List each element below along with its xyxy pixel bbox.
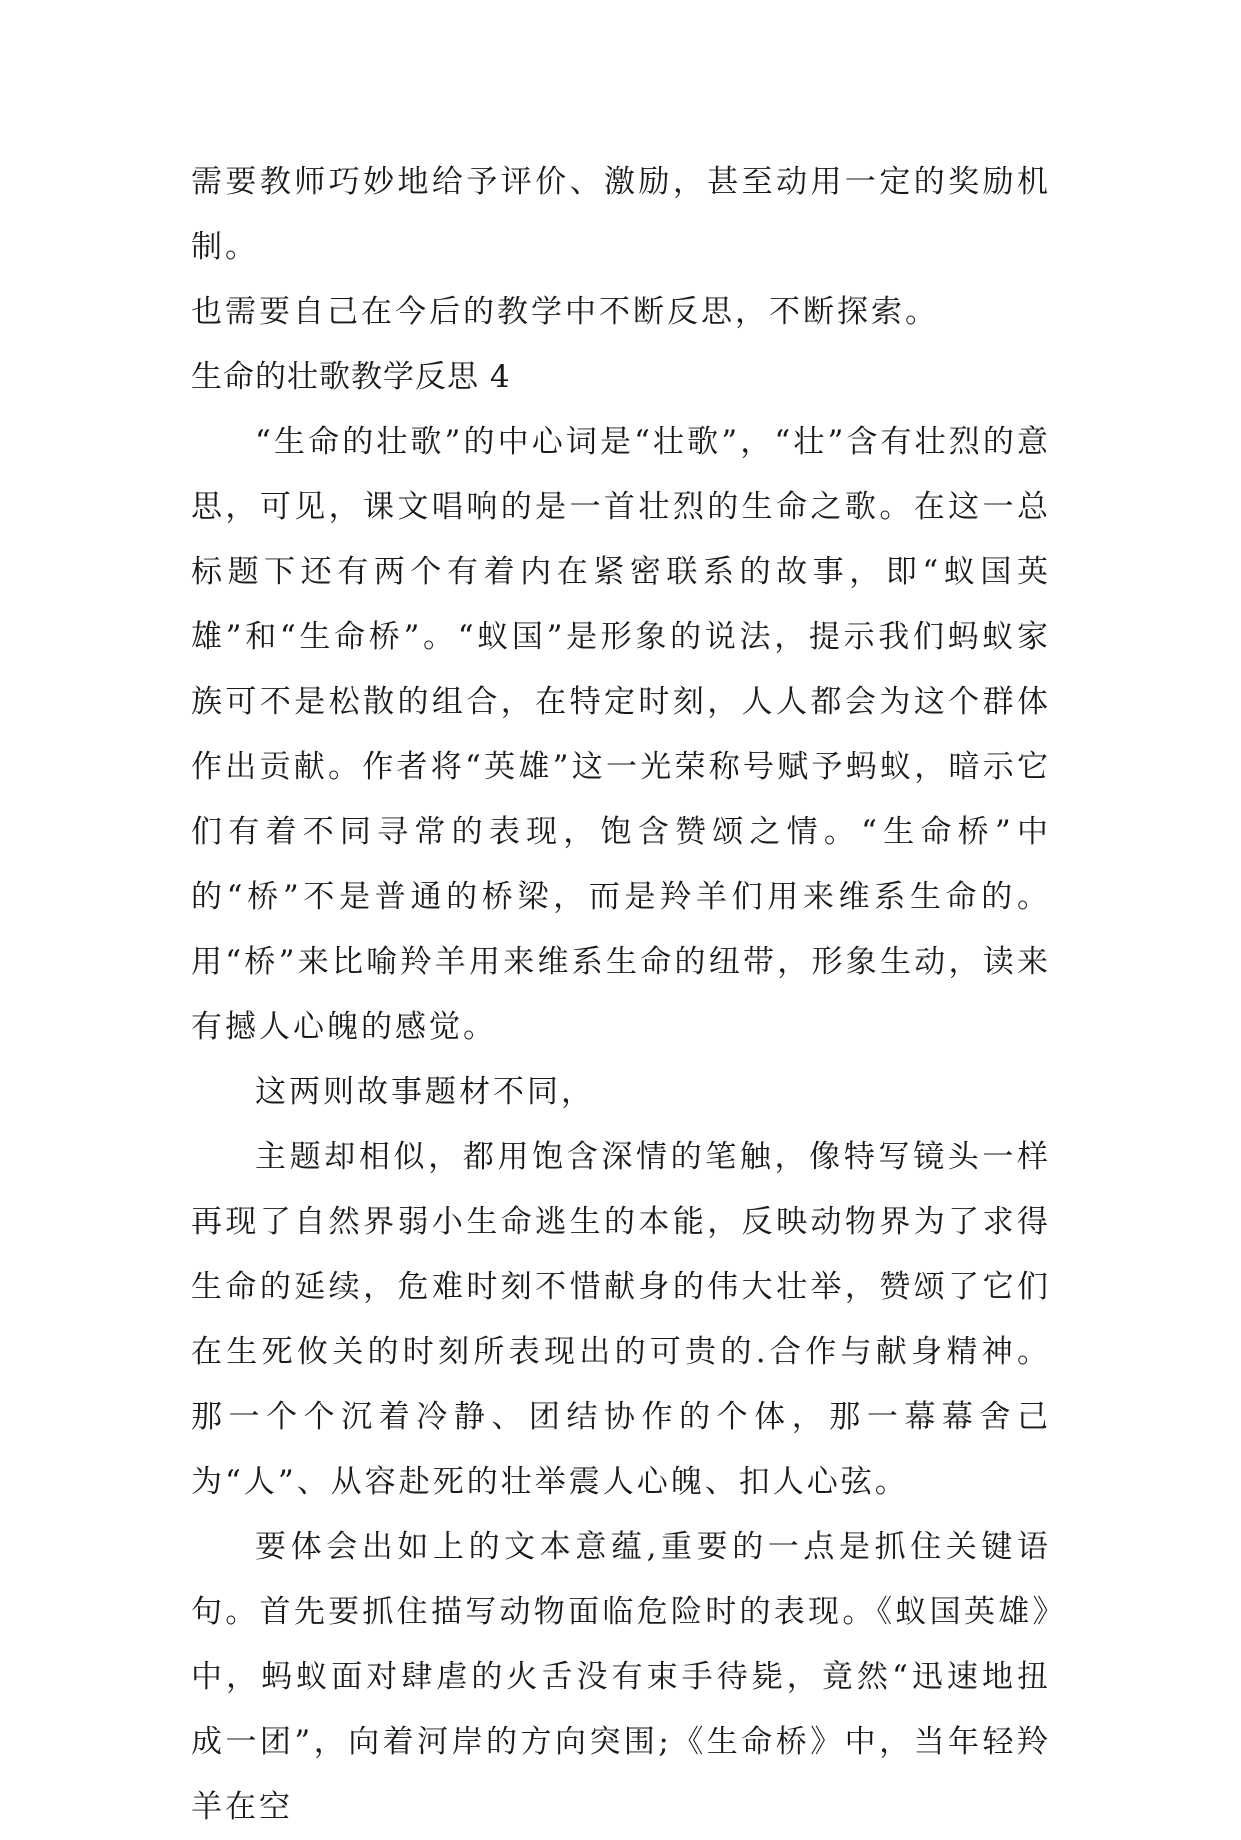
- paragraph-1: “生命的壮歌”的中心词是“壮歌”，“壮”含有壮烈的意思，可见，课文唱响的是一首壮烈的生命之歌。在这一总标题下还有两个有着内在紧密联系的故事，即“蚁国英雄”和“生命桥”。“蚁国”是形象的说法，提示我们蚂蚁家族可不是松散的组合，在特定时刻，人人都会为这个群体作出贡献。作者将“英雄”这一光荣称号赋予蚂蚁，暗示它们有着不同寻常的表现，饱含赞颂之情。“生命桥”中的“桥”不是普通的桥梁，而是羚羊们用来维系生命的。用“桥”来比喻羚羊用来维系生命的纽带，形象生动，读来有撼人心魄的感觉。: [191, 424, 1051, 1045]
- paragraph-3: 主题却相似，都用饱含深情的笔触，像特写镜头一样再现了自然界弱小生命逃生的本能，反映动物界为了求得生命的延续，危难时刻不惜献身的伟大壮举，赞颂了它们在生死攸关的时刻所表现出的可贵的.合作与献身精神。那一个个沉着冷静、团结协作的个体，那一幕幕舍己为“人”、从容赴死的壮举震人心魄、扣人心弦。: [191, 1139, 1051, 1500]
- text-line-1: 需要教师巧妙地给予评价、激励，甚至动用一定的奖励机制。: [191, 164, 1051, 265]
- section-title: 生命的壮歌教学反思 4: [191, 359, 511, 395]
- document-body: [191, 150, 1051, 1840]
- paragraph-2: 这两则故事题材不同，: [255, 1074, 595, 1110]
- text-line-2: 也需要自己在今后的教学中不断反思，不断探索。: [191, 294, 939, 330]
- paragraph-4: 要体会出如上的文本意蕴,重要的一点是抓住关键语句。首先要抓住描写动物面临危险时的表现。《蚁国英雄》中，蚂蚁面对肆虐的火舌没有束手待毙，竟然“迅速地扭成一团”，向着河岸的方向突围;《生命桥》中，当年轻羚羊在空: [191, 1529, 1051, 1825]
